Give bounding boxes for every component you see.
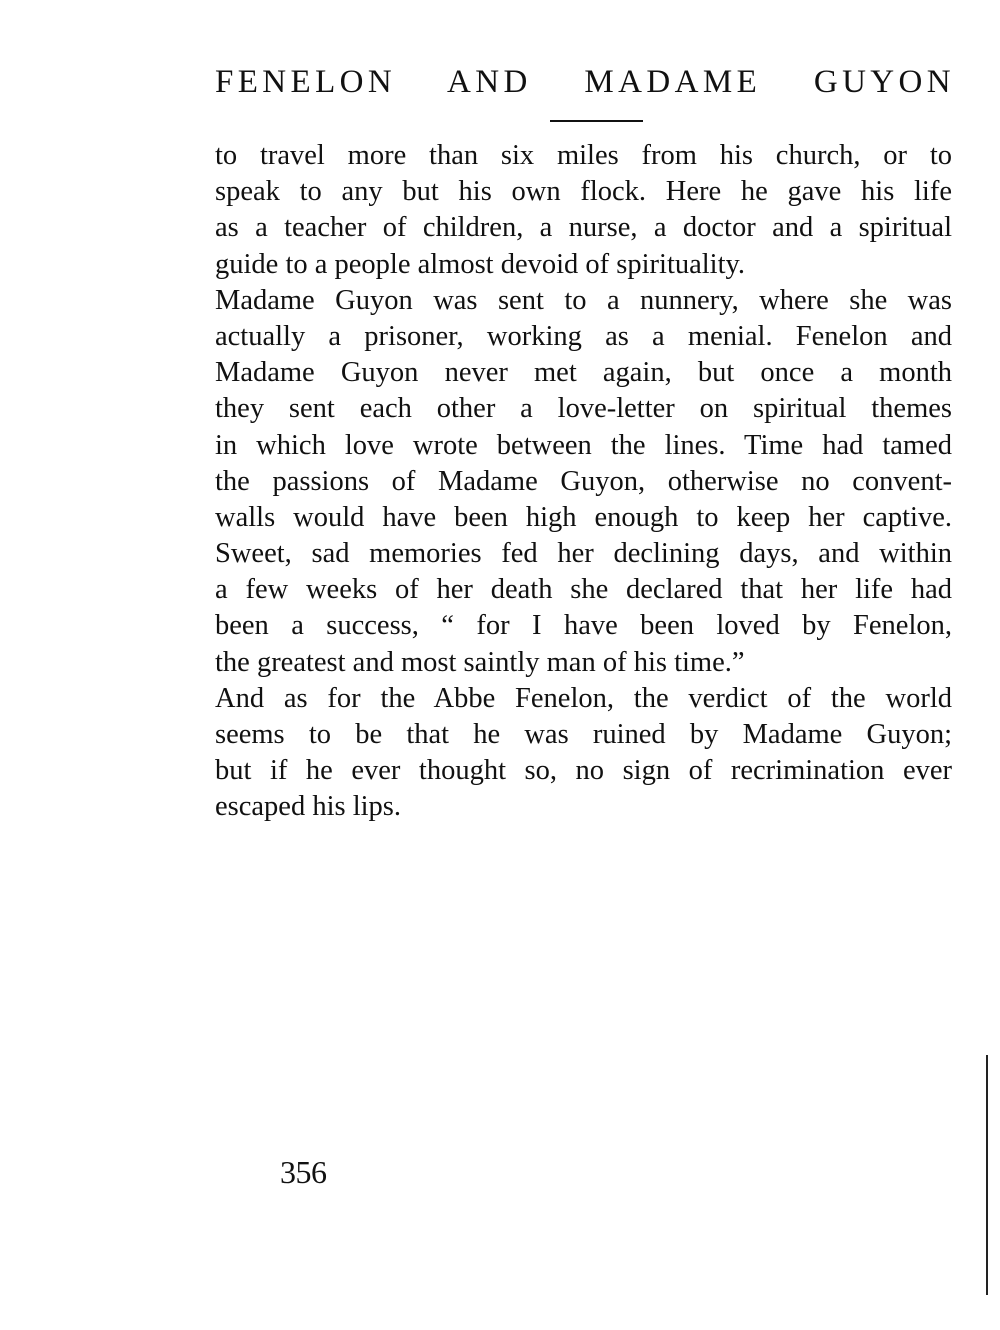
text-line: guide to a people almost devoid of spirituality. <box>215 248 746 280</box>
text-line: speak to any but his own flock. Here he gave his life <box>215 176 952 208</box>
text-line: but if he ever thought so, no sign of recrimination ever <box>215 755 952 787</box>
text-line: as a teacher of children, a nurse, a doctor and a spiritual <box>215 212 952 244</box>
header-rule <box>550 120 643 122</box>
text-line: And as for the Abbe Fenelon, the verdict of the world <box>215 682 952 714</box>
text-line: actually a prisoner, working as a menial. Fenelon and <box>215 320 952 352</box>
text-line: Madame Guyon was sent to a nunnery, where she was <box>215 284 952 316</box>
text-line: Sweet, sad memories fed her declining days, and within <box>215 538 952 570</box>
text-line: they sent each other a love-letter on spiritual themes <box>215 393 952 425</box>
scan-edge-line <box>986 1055 988 1295</box>
paragraph-3 <box>215 681 952 826</box>
paragraph-2 <box>215 283 952 681</box>
text-line: escaped his lips. <box>215 791 402 823</box>
page-number: 356 <box>280 1154 327 1190</box>
body-text <box>215 138 952 826</box>
text-line: been a success, “ for I have been loved by Fenelon, <box>215 610 952 642</box>
text-line: the passions of Madame Guyon, otherwise no convent- <box>215 465 952 497</box>
text-line: Madame Guyon never met again, but once a month <box>215 357 952 389</box>
text-line: in which love wrote between the lines. Time had tamed <box>215 429 952 461</box>
text-line: walls would have been high enough to keep her captive. <box>215 501 952 533</box>
text-line: the greatest and most saintly man of his time.” <box>215 646 745 678</box>
text-line: seems to be that he was ruined by Madame Guyon; <box>215 719 952 750</box>
text-line: a few weeks of her death she declared that her life had <box>215 574 952 606</box>
running-head: FENELON AND MADAME GUYON <box>215 64 955 100</box>
text-line: to travel more than six miles from his church, or to <box>215 140 952 171</box>
paragraph-1 <box>215 138 952 283</box>
